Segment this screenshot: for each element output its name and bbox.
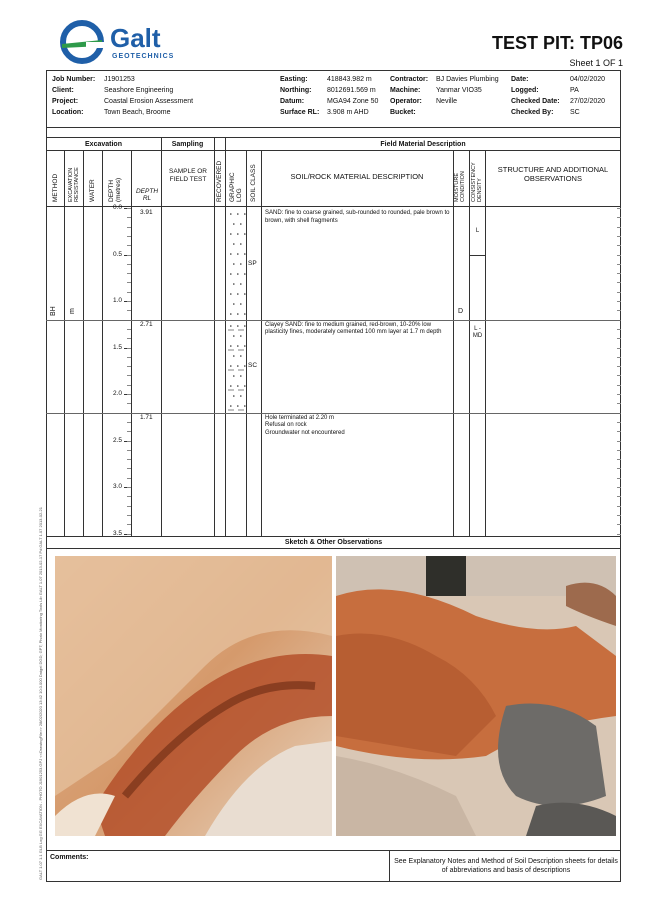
clayey-sand-pattern-graphic [226,320,246,413]
right-edge-tick [617,459,621,460]
depth-minor-tick [127,208,131,209]
layer-description: SAND: fine to coarse grained, sub-rounded to rounded, pale brown to brown, with shell fragments [265,210,450,224]
depth-minor-tick [127,524,131,525]
depth-tick-label: 0.5 [112,250,122,258]
right-edge-tick [617,468,621,469]
depth-minor-tick [127,301,131,302]
info-block [52,75,617,123]
field-description-group-header: Field Material Description [380,141,466,148]
method-value-text: BH [50,306,57,316]
right-edge-tick [617,450,621,451]
northing-value: 8012691.569 m [327,87,376,94]
photo-excavated-rock [336,556,616,836]
layer-density: L [475,228,480,234]
right-edge-tick [617,273,621,274]
right-edge-tick [617,310,621,311]
right-edge-tick [617,403,621,404]
depth-minor-tick [127,236,131,237]
client-value: Seashore Engineering [104,87,174,94]
depth-tick-label: 1.5 [112,343,122,351]
job-label: Job Number: [52,76,96,83]
sheet-number: Sheet 1 OF 1 [569,58,623,68]
layer-description: Hole terminated at 2.20 m Refusal on rock Groundwater not encountered [265,414,345,436]
checked-by-label: Checked By: [511,109,554,116]
depth-minor-tick [127,459,131,460]
depth-minor-tick [127,394,131,395]
depth-minor-tick [127,441,131,442]
depth-minor-tick [127,506,131,507]
right-edge-tick [617,422,621,423]
right-edge-tick [617,348,621,349]
depth-column-header: DEPTH (metres) [108,177,122,202]
depth-tick-label: 1.0 [112,297,122,304]
galt-logo-icon [58,18,106,66]
layer-boundary [46,320,621,321]
depth-minor-tick [127,534,131,535]
contractor-label: Contractor: [390,76,429,83]
depth-minor-tick [127,450,131,451]
depth-minor-tick [127,468,131,469]
depth-minor-tick [127,245,131,246]
right-edge-tick [617,385,621,386]
depth-minor-tick [127,515,131,516]
logo-brand: Galt [110,23,161,53]
depth-minor-tick [127,385,131,386]
depth-minor-tick [127,292,131,293]
right-edge-tick [617,255,621,256]
sketch-title: Sketch & Other Observations [284,539,383,546]
structure-column-header: STRUCTURE AND ADDITIONAL OBSERVATIONS [497,165,609,183]
right-edge-tick [617,487,621,488]
water-column-header: WATER [89,179,96,202]
soil-class-column-header: SOIL CLASS [250,164,257,202]
resistance-column-header: EXCAVATION RESISTANCE [68,167,80,202]
location-label: Location: [52,109,84,116]
depth-minor-tick [127,282,131,283]
depth-minor-tick [127,357,131,358]
right-edge-tick [617,506,621,507]
moisture-column-header: MOISTURE CONDITION [454,171,466,202]
right-edge-tick [617,431,621,432]
right-edge-tick [617,236,621,237]
graphic-log-column-header: GRAPHIC LOG [229,172,243,202]
right-edge-tick [617,338,621,339]
right-edge-tick [617,375,621,376]
logged-label: Logged: [511,87,539,94]
logo [58,18,188,68]
easting-value: 418843.982 m [327,76,372,83]
checked-date-label: Checked Date: [511,98,560,105]
depth-minor-tick [127,273,131,274]
depth-minor-tick [127,375,131,376]
surface-rl-value: 3.908 m AHD [327,109,369,116]
right-edge-tick [617,329,621,330]
depth-minor-tick [127,255,131,256]
right-edge-tick [617,366,621,367]
right-edge-tick [617,264,621,265]
checked-date-value: 27/02/2020 [570,98,606,105]
recovered-column-header: RECOVERED [216,160,223,202]
right-edge-tick [617,534,621,535]
right-edge-tick [617,441,621,442]
depth-tick-label: 2.0 [112,390,122,397]
depth-minor-tick [127,217,131,218]
depth-minor-tick [127,338,131,339]
right-edge-tick [617,357,621,358]
layer-rl-value: 3.91 [140,209,153,216]
depth-minor-tick [127,403,131,404]
density-divider [469,255,485,256]
operator-label: Operator: [390,98,422,105]
project-value: Coastal Erosion Assessment [104,98,194,105]
right-edge-tick [617,524,621,525]
footnote: See Explanatory Notes and Method of Soil Description sheets for details of abbreviations and basis of descriptions [394,858,618,874]
right-edge-tick [617,292,621,293]
operator-value: Neville [436,98,458,105]
depth-tick-label: 2.5 [112,436,122,444]
depth-minor-tick [127,431,131,432]
moisture-value: D [458,308,464,315]
layer-rl-value: 2.71 [140,320,153,328]
surface-rl-label: Surface RL: [280,109,320,116]
date-value: 04/02/2020 [570,76,606,83]
material-description-column-header: SOIL/ROCK MATERIAL DESCRIPTION [290,172,424,181]
consistency-column-header: CONSISTENCY DENSITY [471,162,483,202]
method-column-header: METHOD [52,173,59,202]
depth-minor-tick [127,422,131,423]
excavation-group-header: Excavation [85,141,122,148]
layer-rl-value: 1.71 [140,413,153,421]
right-edge-tick [617,496,621,497]
depth-minor-tick [127,329,131,330]
northing-label: Northing: [280,87,312,94]
right-edge-tick [617,245,621,246]
layer-boundary [46,413,621,414]
contractor-value: BJ Davies Plumbing [436,76,499,83]
sampling-group-header: Sampling [171,141,204,148]
bucket-label: Bucket: [390,109,416,116]
depth-minor-tick [127,478,131,479]
depth-tick-label: 0.0 [112,204,122,211]
resistance-value-text: m [69,308,76,314]
comments-label: Comments: [50,854,89,861]
location-value: Town Beach, Broome [104,109,171,116]
depth-minor-tick [127,496,131,497]
right-edge-tick [617,478,621,479]
job-value: J1901253 [104,76,135,83]
layer-soil-class: SP [248,259,257,267]
layer-soil-class: SC [248,362,258,370]
depth-tick-label: 3.0 [112,483,122,490]
sample-column-header: SAMPLE OR FIELD TEST [169,168,207,183]
depth-minor-tick [127,310,131,311]
right-edge-tick [617,394,621,395]
depth-minor-tick [127,227,131,228]
right-edge-tick [617,217,621,218]
client-label: Client: [52,87,74,94]
right-edge-tick [617,227,621,228]
datum-value: MGA94 Zone 50 [327,98,379,105]
logged-value: PA [570,87,579,94]
page-title: TEST PIT: TP06 [491,33,623,53]
right-edge-tick [617,282,621,283]
photo-trench-sand [55,556,332,836]
side-metadata-text: GALT 1.07 1.1 GLB Log GG EXCAVATION - PHOTO J1901253.GPJ <<DrawingFile>> 28/02/2020 13:42 10.0.000 Datgel DGD; GPT; Photo Monitoring Tools Lib GALT 1.07 2013-02-17 Pd GALT 1.07 2013-02-21 [38,507,43,880]
checked-by-value: SC [570,109,580,116]
depth-minor-tick [127,348,131,349]
project-label: Project: [52,98,79,105]
depth-minor-tick [127,366,131,367]
right-edge-tick [617,208,621,209]
machine-label: Machine: [390,87,421,94]
right-edge-tick [617,515,621,516]
easting-label: Easting: [280,76,308,83]
layer-description: Clayey SAND: fine to medium grained, red-brown, 10-20% low plasticity fines, moderately cemented 100 mm layer at 1.7 m depth [265,321,442,336]
right-edge-tick [617,301,621,302]
sand-pattern-graphic [226,208,246,320]
machine-value: Yanmar VIO35 [436,87,482,94]
depth-minor-tick [127,264,131,265]
depth-minor-tick [127,487,131,488]
date-label: Date: [511,76,529,83]
depth-tick-label: 3.5 [112,529,122,537]
depth-rl-column-header: DEPTH RL [135,188,159,202]
datum-label: Datum: [280,98,305,105]
logo-sub: GEOTECHNICS [112,53,175,60]
layer-density: L - MD [472,325,483,339]
